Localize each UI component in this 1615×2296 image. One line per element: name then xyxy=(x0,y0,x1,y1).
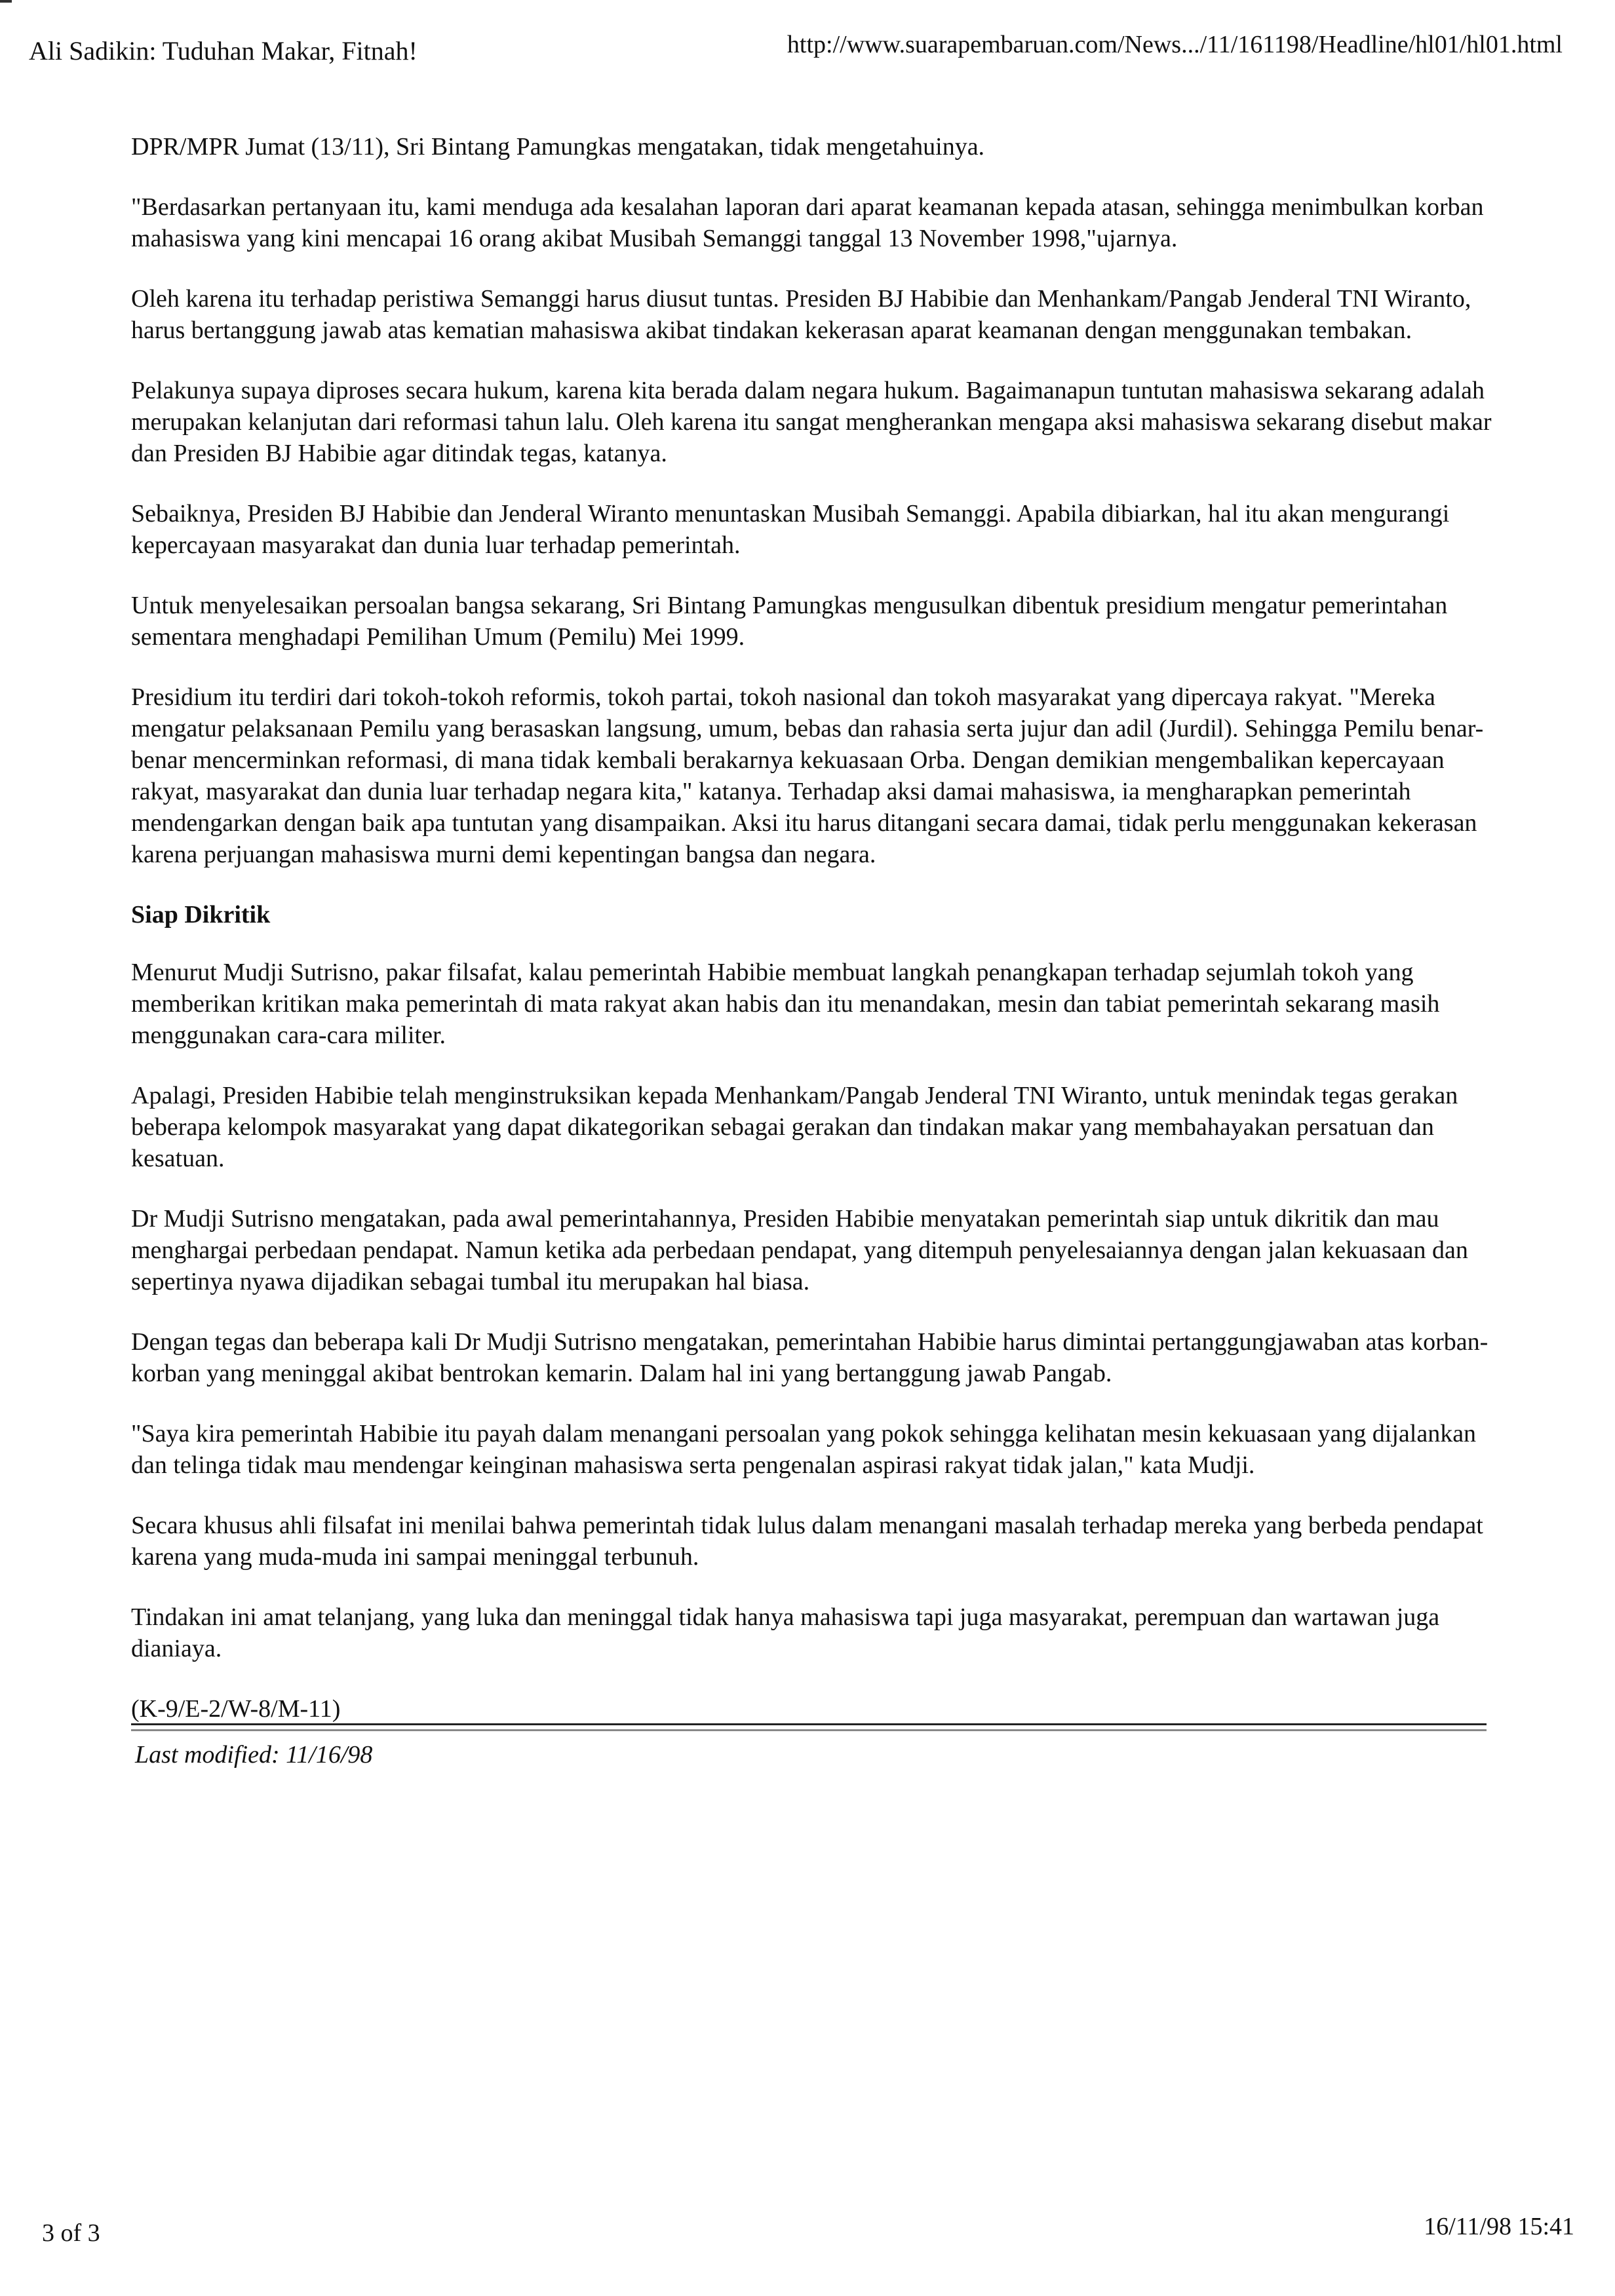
paragraph: Apalagi, Presiden Habibie telah menginstruksikan kepada Menhankam/Pangab Jenderal TNI Wiranto, untuk menindak tegas gerakan beberapa kelompok masyarakat yang dapat dikategorikan sebagai gerakan dan tindakan makar yang membahayakan persatuan dan kesatuan. xyxy=(131,1082,1458,1172)
paragraph: Dr Mudji Sutrisno mengatakan, pada awal pemerintahannya, Presiden Habibie menyatakan pemerintah siap untuk dikritik dan mau menghargai perbedaan pendapat. Namun ketika ada perbedaan pendapat, yang ditempuh penyelesaiannya dengan jalan kekuasaan dan sepertinya nyawa dijadikan sebagai tumbal itu merupakan hal biasa. xyxy=(131,1205,1468,1295)
paragraph: Menurut Mudji Sutrisno, pakar filsafat, kalau pemerintah Habibie membuat langkah penangkapan terhadap sejumlah tokoh yang memberikan kritikan maka pemerintah di mata rakyat akan habis dan itu menandakan, mesin dan tabiat pemerintah sekarang masih menggunakan cara-cara militer. xyxy=(131,959,1440,1049)
print-timestamp: 16/11/98 15:41 xyxy=(1424,2213,1574,2240)
page-number: 3 of 3 xyxy=(42,2219,100,2247)
paragraph: Sebaiknya, Presiden BJ Habibie dan Jenderal Wiranto menuntaskan Musibah Semanggi. Apabila dibiarkan, hal itu akan mengurangi kepercayaan masyarakat dan dunia luar terhadap pemerintah. xyxy=(131,500,1450,559)
print-header-url: http://www.suarapembaruan.com/News.../11/161198/Headline/hl01/hl01.html xyxy=(787,31,1563,58)
paragraph: Oleh karena itu terhadap peristiwa Semanggi harus diusut tuntas. Presiden BJ Habibie dan Menhankam/Pangab Jenderal TNI Wiranto, harus bertanggung jawab atas kematian mahasiswa akibat tindakan kekerasan aparat keamanan dengan menggunakan tembakan. xyxy=(131,285,1471,344)
print-header-title: Ali Sadikin: Tuduhan Makar, Fitnah! xyxy=(29,36,418,66)
divider xyxy=(131,1723,1487,1731)
article-body xyxy=(131,131,1494,1753)
paragraph: Dengan tegas dan beberapa kali Dr Mudji Sutrisno mengatakan, pemerintahan Habibie harus dimintai pertanggungjawaban atas korban-korban yang meninggal akibat bentrokan kemarin. Dalam hal ini yang bertanggung jawab Pangab. xyxy=(131,1328,1489,1387)
last-modified: Last modified: 11/16/98 xyxy=(135,1741,373,1769)
paragraph: DPR/MPR Jumat (13/11), Sri Bintang Pamungkas mengatakan, tidak mengetahuinya. xyxy=(131,133,985,161)
horizontal-rule xyxy=(131,1723,1487,1731)
paragraph: Tindakan ini amat telanjang, yang luka dan meninggal tidak hanya mahasiswa tapi juga masyarakat, perempuan dan wartawan juga dianiaya. xyxy=(131,1603,1440,1662)
paragraph: Untuk menyelesaikan persoalan bangsa sekarang, Sri Bintang Pamungkas mengusulkan dibentuk presidium mengatur pemerintahan sementara menghadapi Pemilihan Umum (Pemilu) Mei 1999. xyxy=(131,592,1448,651)
byline-codes: (K-9/E-2/W-8/M-11) xyxy=(131,1695,341,1723)
paragraph: "Berdasarkan pertanyaan itu, kami menduga ada kesalahan laporan dari aparat keamanan kepada atasan, sehingga menimbulkan korban mahasiswa yang kini mencapai 16 orang akibat Musibah Semanggi tanggal 13 November 1998,"ujarnya. xyxy=(131,193,1484,252)
subheading: Siap Dikritik xyxy=(131,901,271,928)
paragraph: Secara khusus ahli filsafat ini menilai bahwa pemerintah tidak lulus dalam menangani masalah terhadap mereka yang berbeda pendapat karena yang muda-muda ini sampai meninggal terbunuh. xyxy=(131,1512,1483,1571)
paragraph: Presidium itu terdiri dari tokoh-tokoh reformis, tokoh partai, tokoh nasional dan tokoh masyarakat yang dipercaya rakyat. "Mereka mengatur pelaksanaan Pemilu yang berasaskan langsung, umum, bebas dan rahasia serta jujur dan adil (Jurdil). Sehingga Pemilu benar-benar mencerminkan reformasi, di mana tidak kembali berakarnya kekuasaan Orba. Dengan demikian mengembalikan kepercayaan rakyat, masyarakat dan dunia luar terhadap negara kita," katanya. Terhadap aksi damai mahasiswa, ia mengharapkan pemerintah mendengarkan dengan baik apa tuntutan yang disampaikan. Aksi itu harus ditangani secara damai, tidak perlu menggunakan kekerasan karena perjuangan mahasiswa murni demi kepentingan bangsa dan negara. xyxy=(131,683,1484,868)
scan-mark xyxy=(0,0,12,3)
paragraph: Pelakunya supaya diproses secara hukum, karena kita berada dalam negara hukum. Bagaimanapun tuntutan mahasiswa sekarang adalah merupakan kelanjutan dari reformasi tahun lalu. Oleh karena itu sangat mengherankan mengapa aksi mahasiswa sekarang disebut makar dan Presiden BJ Habibie agar ditindak tegas, katanya. xyxy=(131,377,1492,467)
paragraph: "Saya kira pemerintah Habibie itu payah dalam menangani persoalan yang pokok sehingga kelihatan mesin kekuasaan yang dijalankan dan telinga tidak mau mendengar keinginan mahasiswa serta pengenalan aspirasi rakyat tidak jalan," kata Mudji. xyxy=(131,1420,1477,1479)
